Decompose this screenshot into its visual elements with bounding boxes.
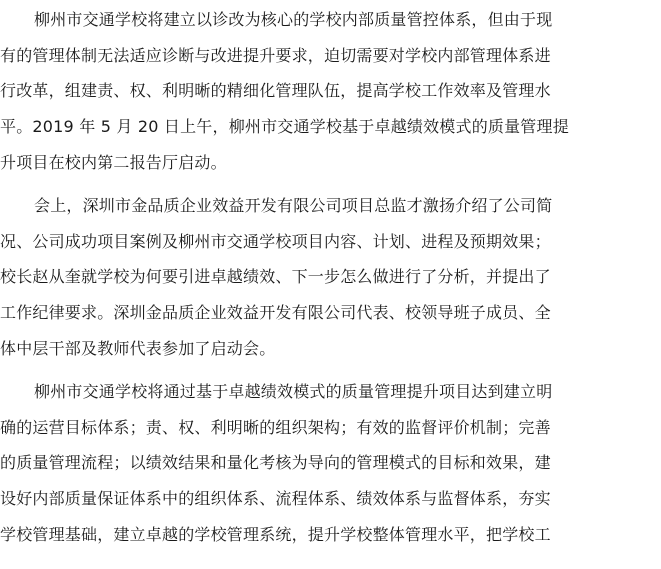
paragraph-1-line-2: 有的管理体制无法适应诊断与改进提升要求，迫切需要对学校内部管理体系进 (0, 46, 551, 65)
paragraph-3-line-3: 的质量管理流程；以绩效结果和量化考核为导向的管理模式的目标和效果，建 (0, 453, 551, 472)
paragraph-3-line-2: 确的运营目标体系；责、权、利明晰的组织架构；有效的监督评价机制；完善 (0, 418, 551, 437)
paragraph-1-line-4: 平。2019 年 5 月 20 日上午，柳州市交通学校基于卓越绩效模式的质量管理提 (0, 117, 569, 136)
paragraph-1-line-1: 柳州市交通学校将建立以诊改为核心的学校内部质量管控体系，但由于现 (34, 10, 553, 29)
paragraph-3-line-1: 柳州市交通学校将通过基于卓越绩效模式的质量管理提升项目达到建立明 (34, 382, 553, 401)
paragraph-1-line-3: 行改革，组建责、权、利明晰的精细化管理队伍，提高学校工作效率及管理水 (0, 81, 551, 100)
paragraph-2-line-3: 校长赵从奎就学校为何要引进卓越绩效、下一步怎么做进行了分析，并提出了 (0, 267, 551, 286)
paragraph-2-line-1: 会上，深圳市金品质企业效益开发有限公司项目总监才激扬介绍了公司简 (34, 196, 553, 215)
paragraph-2-line-4: 工作纪律要求。深圳金品质企业效益开发有限公司代表、校领导班子成员、全 (0, 303, 551, 322)
paragraph-1-line-5: 升项目在校内第二报告厅启动。 (0, 153, 227, 172)
paragraph-3-line-4: 设好内部质量保证体系中的组织体系、流程体系、绩效体系与监督体系，夯实 (0, 489, 551, 508)
paragraph-3-line-5: 学校管理基础，建立卓越的学校管理系统，提升学校整体管理水平，把学校工 (0, 525, 551, 544)
paragraph-2-line-2: 况、公司成功项目案例及柳州市交通学校项目内容、计划、进程及预期效果； (0, 232, 551, 251)
paragraph-2-line-5: 体中层干部及教师代表参加了启动会。 (0, 339, 276, 358)
